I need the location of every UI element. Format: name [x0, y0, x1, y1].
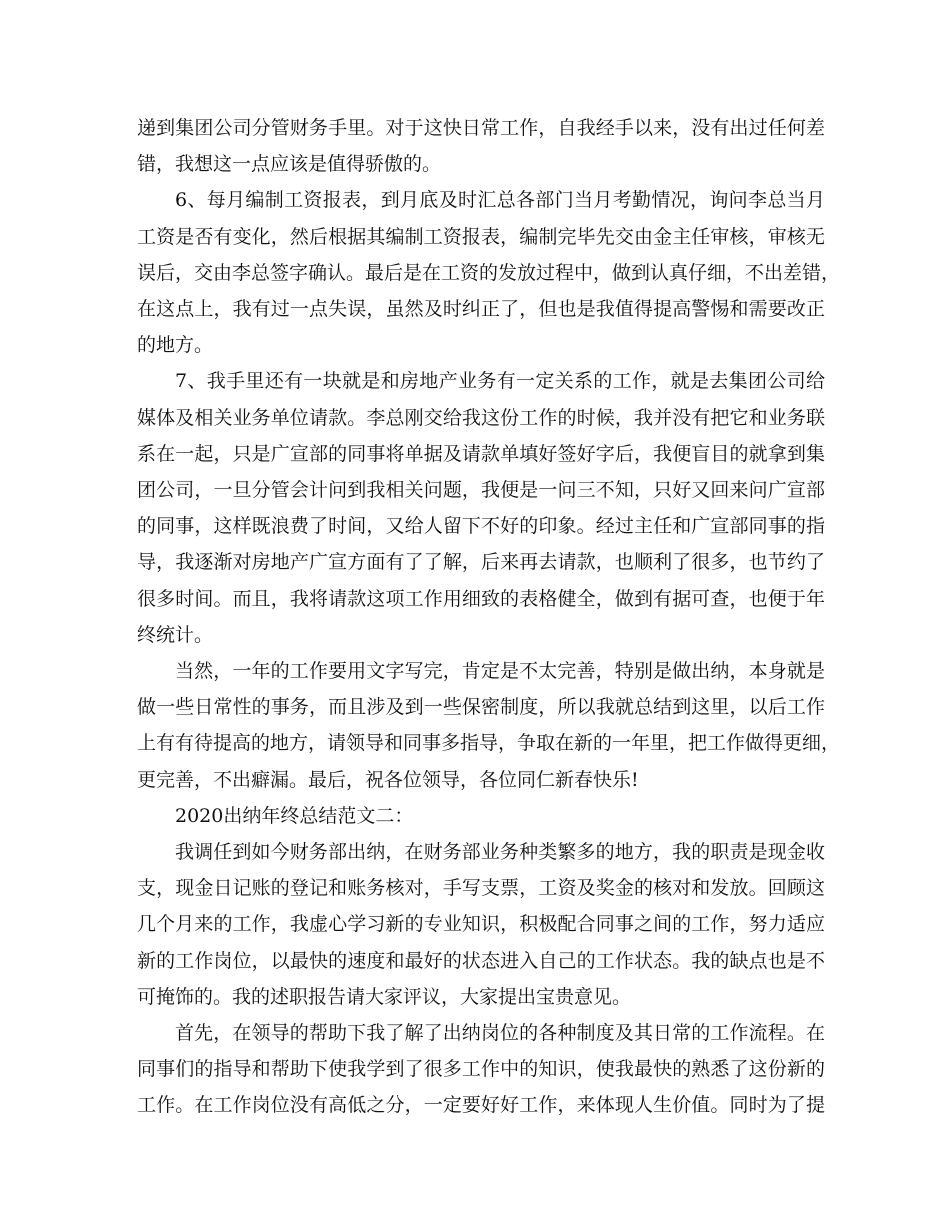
paragraph — [137, 363, 825, 653]
text-line: 几个月来的工作，我虚心学习新的专业知识，积极配合同事之间的工作，努力适应 — [137, 913, 825, 936]
text-line: 递到集团公司分管财务手里。对于这快日常工作，自我经手以来，没有出过任何差 — [137, 117, 825, 139]
text-line: 可掩饰的。我的述职报告请大家评议，大家提出宝贵意见。 — [137, 985, 632, 1008]
text-line: 的地方。 — [137, 334, 214, 357]
paragraph — [137, 1015, 825, 1124]
text-line: 更完善，不出癖漏。最后，祝各位领导，各位同仁新春快乐! — [137, 768, 639, 791]
text-line: 在这点上，我有过一点失误，虽然及时纠正了，但也是我值得提高警惕和需要改正 — [137, 298, 825, 321]
text-line: 新的工作岗位，以最快的速度和最好的状态进入自己的工作状态。我的缺点也是不 — [137, 949, 825, 972]
text-line: 6、每月编制工资报表，到月底及时汇总各部门当月考勤情况，询问李总当月 — [175, 189, 825, 212]
text-line: 错，我想这一点应该是值得骄傲的。 — [137, 153, 442, 176]
paragraph — [137, 653, 841, 798]
text-line: 做一些日常性的事务，而且涉及到一些保密制度，所以我就总结到这里，以后工作 — [137, 696, 825, 719]
text-line: 系在一起，只是广宣部的同事将单据及请款单填好签好字后，我便盲目的就拿到集 — [137, 442, 825, 465]
text-line: 同事们的指导和帮助下使我学到了很多工作中的知识，使我最快的熟悉了这份新的 — [137, 1058, 825, 1081]
document-page — [137, 110, 841, 1124]
text-line: 工资是否有变化，然后根据其编制工资报表，编制完毕先交由金主任审核，审核无 — [137, 225, 825, 248]
text-line: 误后，交由李总签字确认。最后是在工资的发放过程中，做到认真仔细，不出差错， — [137, 261, 841, 284]
paragraph — [137, 182, 841, 363]
text-line: 团公司，一旦分管会计问到我相关问题，我便是一问三不知，只好又回来问广宣部 — [137, 479, 825, 502]
text-line: 上有有待提高的地方，请领导和同事多指导，争取在新的一年里，把工作做得更细， — [137, 732, 841, 755]
text-line: 终统计。 — [137, 623, 214, 646]
text-line: 支，现金日记账的登记和账务核对，手写支票，工资及奖金的核对和发放。回顾这 — [137, 877, 825, 900]
text-line: 当然，一年的工作要用文字写完，肯定是不太完善，特别是做出纳，本身就是 — [175, 660, 825, 683]
paragraph — [137, 110, 825, 182]
section-heading — [137, 798, 825, 834]
text-line: 导，我逐渐对房地产广宣方面有了了解，后来再去请款，也顺利了很多，也节约了 — [137, 551, 825, 574]
text-line: 首先，在领导的帮助下我了解了出纳岗位的各种制度及其日常的工作流程。在 — [175, 1022, 825, 1045]
paragraph — [137, 834, 825, 1015]
text-line: 7、我手里还有一块就是和房地产业务有一定关系的工作，就是去集团公司给 — [175, 370, 825, 393]
text-line: 很多时间。而且，我将请款这项工作用细致的表格健全，做到有据可查，也便于年 — [137, 587, 825, 610]
text-line: 我调任到如今财务部出纳，在财务部业务种类繁多的地方，我的职责是现金收 — [175, 841, 825, 864]
text-line: 的同事，这样既浪费了时间，又给人留下不好的印象。经过主任和广宣部同事的指 — [137, 515, 825, 538]
text-line: 工作。在工作岗位没有高低之分，一定要好好工作，来体现人生价值。同时为了提 — [137, 1094, 825, 1117]
text-line: 媒体及相关业务单位请款。李总刚交给我这份工作的时候，我并没有把它和业务联 — [137, 406, 825, 429]
text-line: 2020出纳年终总结范文二： — [175, 804, 414, 827]
